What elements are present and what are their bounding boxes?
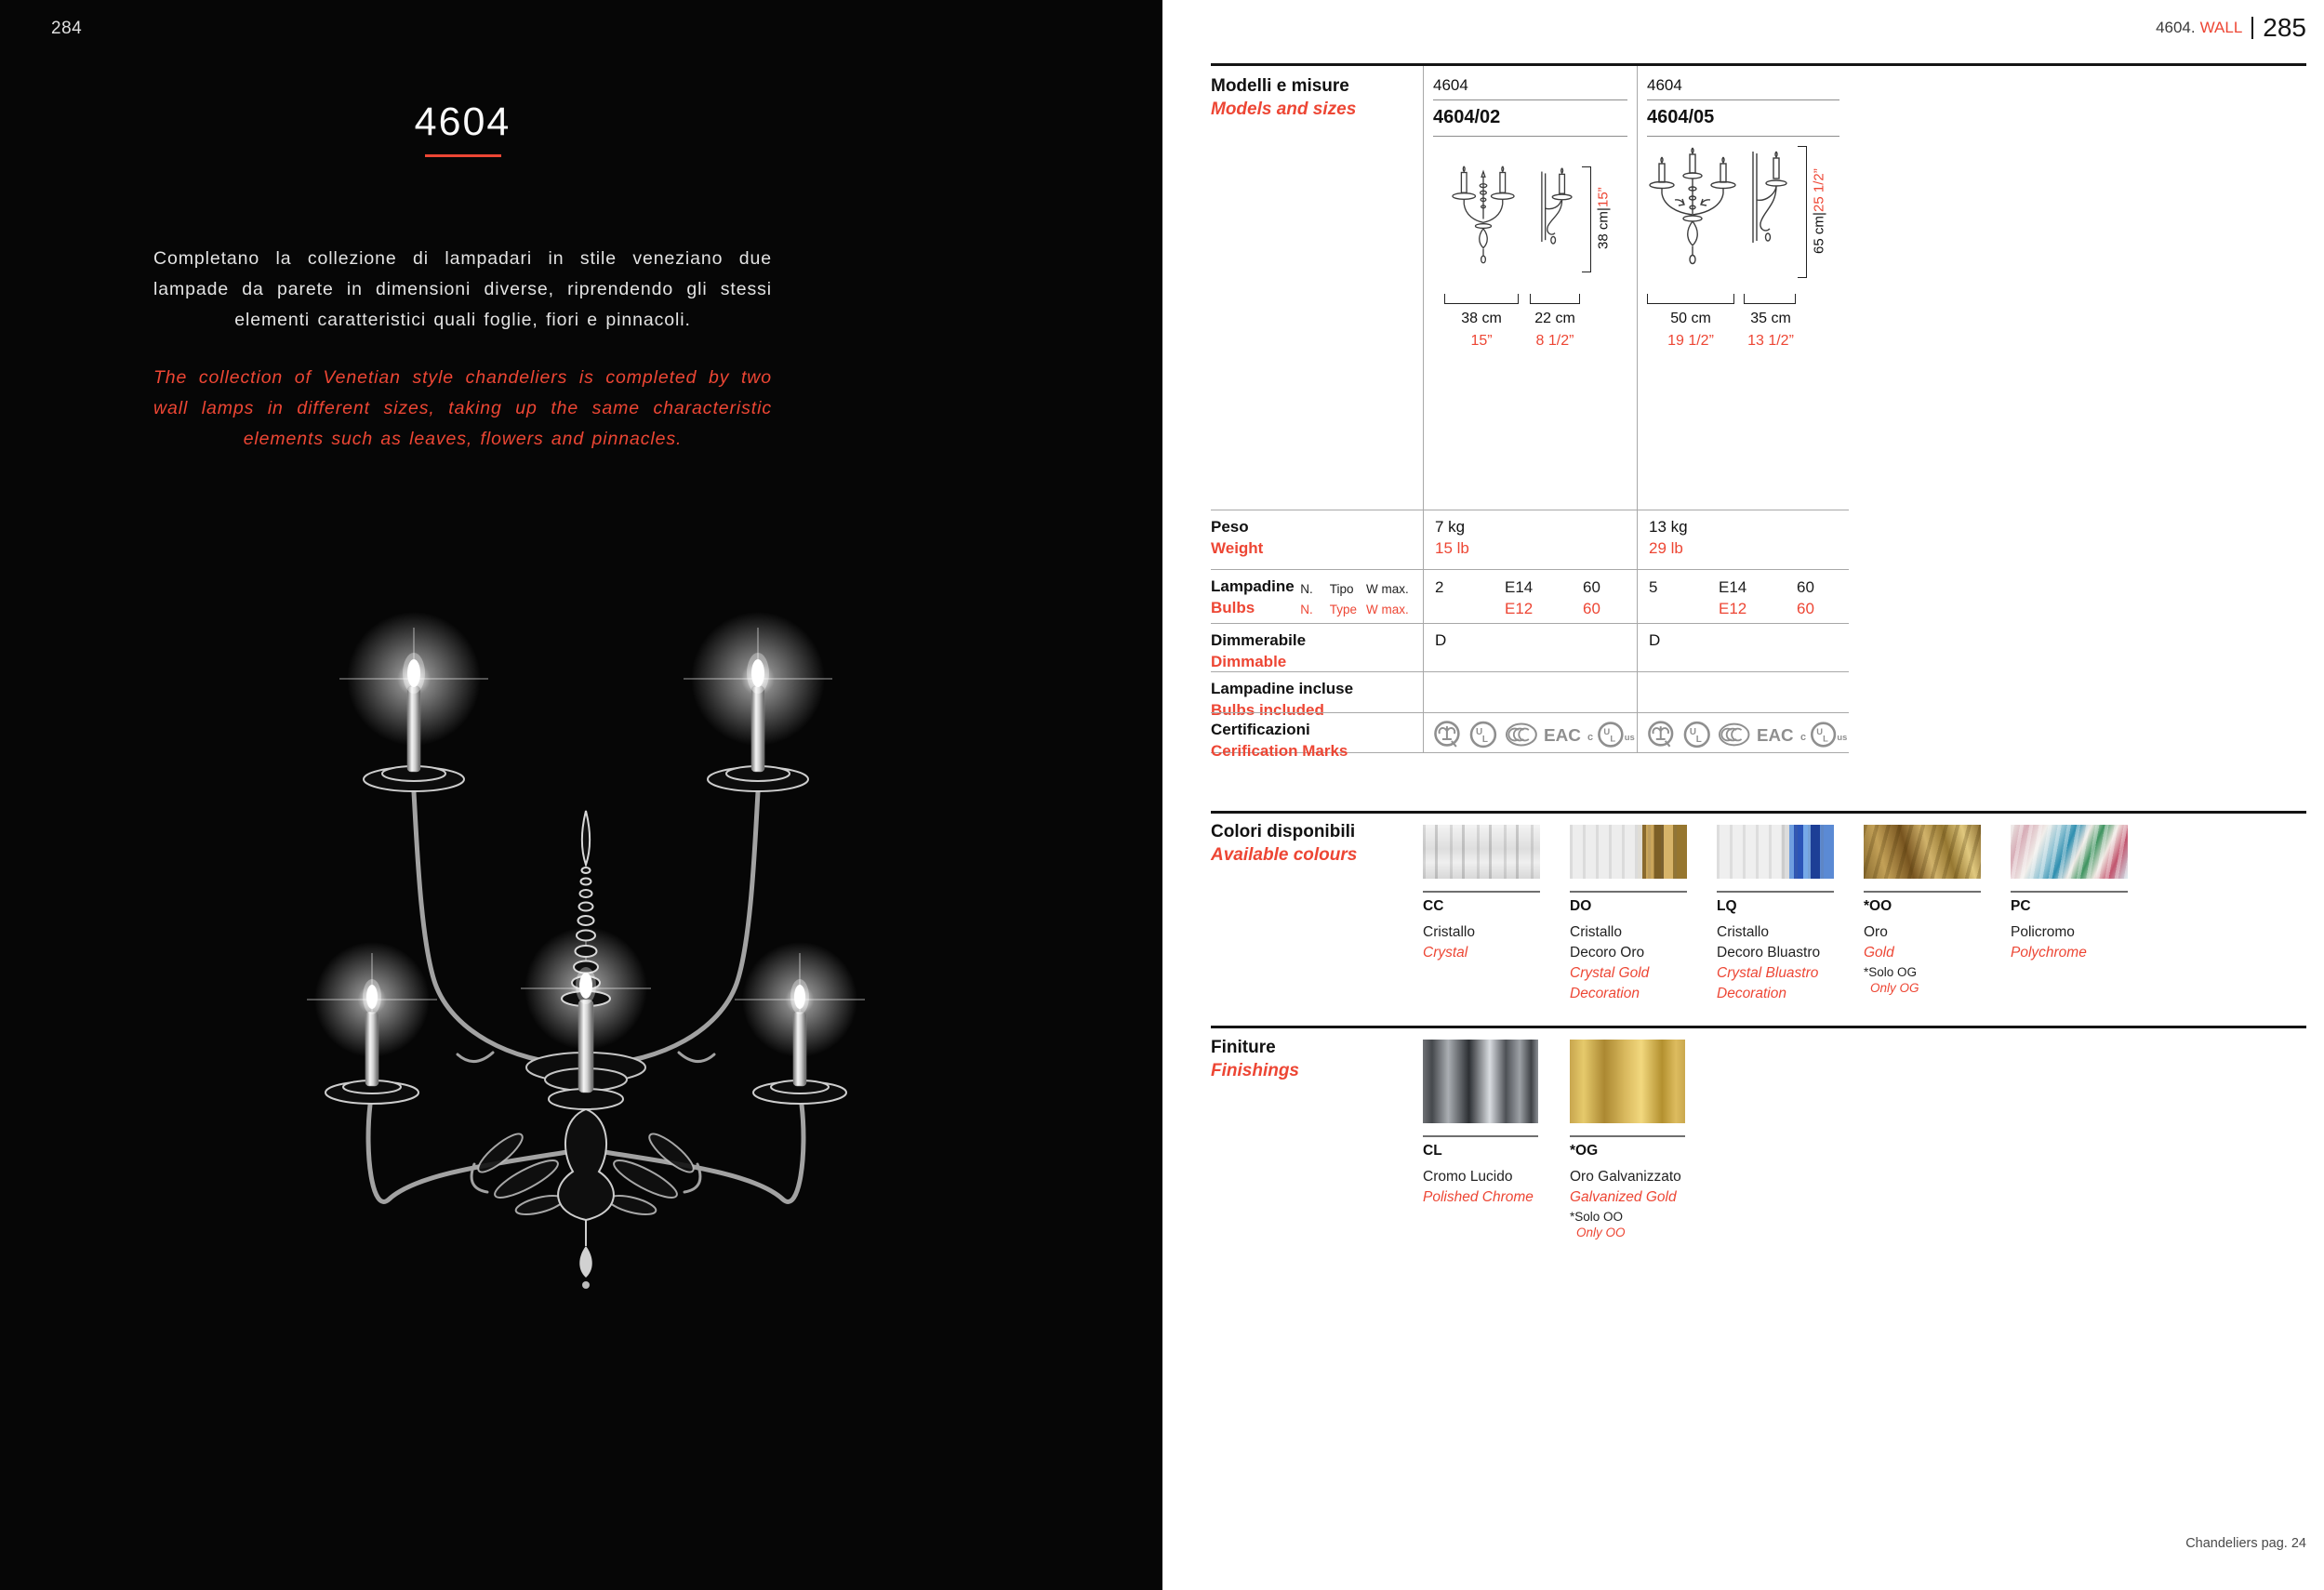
ul-icon xyxy=(1467,719,1499,750)
eac-icon xyxy=(1756,719,1794,750)
footer-reference: Chandeliers pag. 24 xyxy=(2185,1536,2306,1551)
title-accent-rule xyxy=(425,154,501,157)
finish-item-cl: CL Cromo Lucido Polished Chrome xyxy=(1423,1040,1538,1239)
sconce-side-drawing xyxy=(1534,165,1578,274)
product-title: 4604 xyxy=(414,99,511,144)
colours-heading: Colori disponibili Available colours xyxy=(1211,822,1358,865)
description-english: The collection of Venetian style chandeliers is completed by two wall lamps in different sizes, taking up the same characteristic elements such as leaves, flowers and pinnacles. xyxy=(153,366,772,449)
colour-item-lq: LQ Cristallo Decoro Bluastro Crystal Bluastro Decoration xyxy=(1717,825,1834,1002)
finishes-heading: Finiture Finishings xyxy=(1211,1038,1299,1080)
ccc-icon xyxy=(1504,719,1539,750)
imq-icon xyxy=(1645,719,1677,750)
weight-value-05: 13 kg 29 lb xyxy=(1637,510,1849,569)
dimmable-value-02: D xyxy=(1423,623,1637,671)
running-header xyxy=(2156,13,2306,43)
svg-text:EAC: EAC xyxy=(1757,724,1794,745)
imq-icon xyxy=(1431,719,1463,750)
page-number-left: 284 xyxy=(51,19,83,38)
svg-text:L: L xyxy=(1822,734,1828,744)
bulbs-value-05: 5 E14 E12 60 60 xyxy=(1637,569,1849,623)
finish-swatch-image xyxy=(1570,1040,1685,1123)
model-code: 4604/02 xyxy=(1433,100,1627,137)
colour-item-do: DO Cristallo Decoro Oro Crystal Gold Decoration xyxy=(1570,825,1687,1002)
svg-text:U: U xyxy=(1816,727,1823,736)
finish-swatch-image xyxy=(1423,1040,1538,1123)
cul-us-icon xyxy=(1587,719,1637,750)
row-label-bulbs: Lampadine Bulbs N. N. Tipo Type W max. W max. xyxy=(1211,569,1423,623)
dimension-diagram xyxy=(1647,137,1839,290)
row-label-bulbs-included: Lampadine incluse Bulbs included xyxy=(1211,671,1423,712)
colour-swatch-image xyxy=(1570,825,1687,879)
bulbs-value-02: 2 E14 E12 60 60 xyxy=(1423,569,1637,623)
section-rule-finishes xyxy=(1211,1026,2306,1028)
colour-swatches xyxy=(1423,825,2128,1002)
spec-table xyxy=(1211,66,1849,760)
section-rule-colours xyxy=(1211,811,2306,814)
certification-marks-05 xyxy=(1637,712,1849,753)
weight-value-02: 7 kg 15 lb xyxy=(1423,510,1637,569)
description-italian: Completano la collezione di lampadari in stile veneziano due lampade da parete in dimensioni diverse, riprendendo gli stessi elementi caratteristici quali foglie, fiori e pinnacoli. xyxy=(153,247,772,330)
models-heading: Modelli e misure Models and sizes xyxy=(1211,76,1357,119)
bulbs-included-value-05 xyxy=(1637,671,1849,712)
width-dimensions: 50 cm 35 cm 19 1/2” 13 1/2” xyxy=(1647,290,1839,363)
ul-icon xyxy=(1681,719,1713,750)
svg-text:U: U xyxy=(1603,727,1611,737)
svg-text:c: c xyxy=(1799,731,1806,743)
center-body xyxy=(558,1109,614,1289)
model-card-4604-02: 4604 4604/02 38 cm | 15” 38 cm 22 cm 15” 8 1/2” xyxy=(1423,66,1637,510)
right-page xyxy=(1162,0,2324,1590)
svg-text:U: U xyxy=(1689,727,1696,737)
svg-text:L: L xyxy=(1610,734,1616,745)
svg-text:L: L xyxy=(1481,734,1488,745)
row-label-certifications: Certificazioni Cerification Marks xyxy=(1211,712,1423,753)
height-bracket xyxy=(1582,166,1591,272)
sconce-side-drawing xyxy=(1746,146,1794,276)
row-label-dimmable: Dimmerabile Dimmable xyxy=(1211,623,1423,671)
sconce-front-drawing xyxy=(1647,146,1738,276)
svg-text:us: us xyxy=(1625,732,1636,743)
colour-swatch-image xyxy=(1717,825,1834,879)
svg-text:c: c xyxy=(1587,731,1594,743)
svg-text:us: us xyxy=(1837,732,1848,742)
colour-swatch-image xyxy=(1423,825,1540,879)
colour-item-cc: CC Cristallo Crystal xyxy=(1423,825,1540,1002)
dimmable-value-05: D xyxy=(1637,623,1849,671)
colour-swatch-image xyxy=(1864,825,1981,879)
product-photo xyxy=(260,595,911,1376)
svg-text:EAC: EAC xyxy=(1544,725,1582,746)
dimension-diagram xyxy=(1433,137,1627,290)
header-family: 4604. xyxy=(2156,19,2196,36)
page-number-right: 285 xyxy=(2263,13,2306,42)
row-label-weight: Peso Weight xyxy=(1211,510,1423,569)
height-dimension: 65 cm | 25 1/2” xyxy=(1811,168,1827,254)
width-dimensions: 38 cm 22 cm 15” 8 1/2” xyxy=(1433,290,1627,363)
colour-swatch-image xyxy=(2011,825,2128,879)
colour-item-oo: *OO Oro Gold *Solo OG Only OG xyxy=(1864,825,1981,1002)
svg-text:L: L xyxy=(1695,734,1702,745)
svg-text:U: U xyxy=(1475,727,1482,737)
colour-item-pc: PC Policromo Polychrome xyxy=(2011,825,2128,1002)
eac-icon xyxy=(1543,719,1582,750)
cul-us-icon xyxy=(1799,719,1849,750)
finish-swatches xyxy=(1423,1040,1685,1239)
model-code: 4604/05 xyxy=(1647,100,1839,137)
sconce-front-drawing xyxy=(1444,165,1522,274)
header-divider xyxy=(2251,17,2253,39)
model-card-4604-05: 4604 4604/05 65 cm | 25 1/2” 50 cm 35 cm 19 1/2” 13 1/2” xyxy=(1637,66,1849,510)
certification-marks-02 xyxy=(1423,712,1637,753)
height-dimension: 38 cm | 15” xyxy=(1595,187,1612,250)
ccc-icon xyxy=(1717,719,1751,750)
finish-item-og: *OG Oro Galvanizzato Galvanized Gold *Solo OO Only OO xyxy=(1570,1040,1685,1239)
height-bracket xyxy=(1798,146,1807,278)
bulbs-included-value-02 xyxy=(1423,671,1637,712)
header-category: WALL xyxy=(2199,19,2243,36)
